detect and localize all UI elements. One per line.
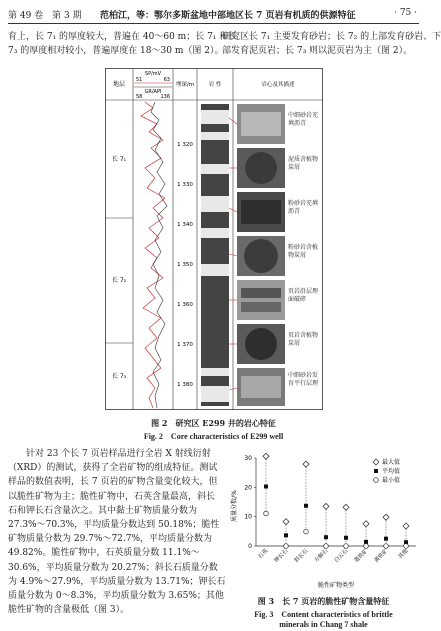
max-point xyxy=(363,521,369,527)
depth-tick: 1 370 xyxy=(177,342,193,348)
core-photo-4 xyxy=(237,236,285,276)
intro-right-line: 部发育泥页岩；长 7₃ 则以泥页岩为主（图 2）。 xyxy=(222,46,413,57)
intro-right-line: 研究区长 7₁ 主要发育砂岩；长 7₂ 的上部发育砂岩、下 xyxy=(222,32,441,42)
min-point xyxy=(344,544,349,549)
body-line: 49.82%。脆性矿物中，石英质量分数 11.1%～ xyxy=(8,548,200,559)
figure3-caption-en-1: Fig. 3 Content characteristics of brittle xyxy=(254,610,393,619)
y-tick-label: 0 xyxy=(248,543,252,550)
core-desc-7: 中细砂岩发育平行层理 xyxy=(288,372,319,387)
layer-chang7-3: 长 7₃ xyxy=(111,373,127,380)
core-photo-7 xyxy=(237,368,285,406)
body-line: 以脆性矿物为主；脆性矿物中，石英含量最高，斜长 xyxy=(8,491,216,502)
min-point xyxy=(284,544,289,549)
intro-left-line: 7₃ 的厚度相对较小，普遍厚度在 18～30 m（图 2）。 xyxy=(8,46,224,57)
mean-point xyxy=(264,485,268,489)
mean-point xyxy=(344,536,348,540)
figure2-panel xyxy=(105,68,323,410)
legend-min-marker xyxy=(374,478,379,483)
legend-max-label: 最大值 xyxy=(382,459,401,466)
depth-tick: 1 380 xyxy=(177,382,193,388)
body-line: 质量分数为 0～8.3%，平均质量分数为 3.65%；其他 xyxy=(8,591,224,602)
body-paragraph xyxy=(8,447,226,617)
y-tick-label: 20 xyxy=(244,484,252,492)
body-line: 为 4.9%～27.9%，平均质量分数为 13.71%；钾长石 xyxy=(8,576,226,587)
max-point xyxy=(343,504,349,510)
y-tick-label: 30 xyxy=(244,455,252,462)
running-volume: 第 49 卷 第 3 期 xyxy=(8,11,82,21)
mean-point xyxy=(284,533,288,537)
x-category-label: 白云石 xyxy=(333,548,350,565)
x-category-label: 菱铁矿 xyxy=(353,548,370,565)
depth-tick: 1 360 xyxy=(177,302,193,308)
col-gr-min: 58 xyxy=(136,94,143,100)
x-category-label: 方解石 xyxy=(313,548,330,565)
col-gr-max: 136 xyxy=(160,94,170,100)
depth-tick: 1 330 xyxy=(177,182,193,188)
figure3-caption-en-2: minerals in Chang 7 shale xyxy=(279,620,368,629)
min-point xyxy=(404,544,409,549)
core-desc-3: 粉砂岩充填沥青 xyxy=(288,200,319,215)
max-point xyxy=(383,514,389,520)
min-point xyxy=(304,529,309,534)
intro-left xyxy=(8,30,238,58)
page-number: · 75 · xyxy=(394,8,417,18)
depth-tick: 1 350 xyxy=(177,262,193,268)
body-line: （XRD）的测试，获得了全岩矿物的组成特征。测试 xyxy=(8,463,218,474)
running-title: 范柏江，等：鄂尔多斯盆地中部地区长 7 页岩有机质的供源特征 xyxy=(100,11,356,21)
col-sp-min: 51 xyxy=(136,77,143,83)
min-point xyxy=(384,544,389,549)
x-axis-label: 脆性矿物类型 xyxy=(317,582,355,589)
body-line: 矿物质量分数为 29.7%～72.7%，平均质量分数为 xyxy=(8,534,213,545)
col-sp-unit: SP/mV xyxy=(144,71,162,77)
legend-min-label: 最小值 xyxy=(382,477,401,484)
brittle-mineral-chart xyxy=(226,450,421,590)
legend-max-marker xyxy=(373,459,379,465)
max-point xyxy=(323,503,329,509)
legend-mean-marker xyxy=(374,469,378,473)
col-gr-unit: GR/API xyxy=(144,89,162,95)
col-sp-max: 63 xyxy=(163,77,170,83)
depth-tick: 1 320 xyxy=(177,142,193,148)
col-depth-header: 埋深/m xyxy=(175,82,195,88)
body-line: 样品的数值表明，长 7 页岩的矿物含量变化较大，但 xyxy=(8,477,218,488)
body-line: 针对 23 个长 7 页岩样品进行全岩 X 射线衍射 xyxy=(8,449,211,459)
core-photo-1 xyxy=(237,104,285,144)
min-point xyxy=(324,544,329,549)
core-photo-2 xyxy=(237,148,285,188)
min-point xyxy=(264,511,269,516)
col-lithology-header: 岩 性 xyxy=(208,82,222,88)
min-point xyxy=(364,544,369,549)
max-point xyxy=(403,523,409,529)
y-axis-label: 质量分数/% xyxy=(231,490,238,522)
figure3-chart xyxy=(226,450,421,590)
core-desc-6: 页岩含植物炭屑 xyxy=(288,332,319,347)
x-category-label: 石英 xyxy=(257,548,270,561)
body-line: 30.6%，平均质量分数为 20.27%；斜长石质量分数 xyxy=(8,562,218,573)
core-photo-6 xyxy=(237,324,285,364)
max-point xyxy=(283,519,289,525)
mean-point xyxy=(364,540,368,544)
mean-point xyxy=(384,537,388,541)
x-category-label: 斜长石 xyxy=(293,548,310,565)
core-desc-2: 泥质含植物炭屑 xyxy=(288,156,319,171)
x-category-label: 钾长石 xyxy=(273,548,290,565)
mean-point xyxy=(324,535,328,539)
figure3-caption-cn: 图 3 长 7 页岩的脆性矿物含量特征 xyxy=(257,596,390,606)
core-desc-5: 页岩沿层理面破碎 xyxy=(288,288,319,303)
figure2-caption-en: Fig. 2 Core characteristics of E299 well xyxy=(143,432,284,441)
mean-point xyxy=(304,504,308,508)
max-point xyxy=(303,461,309,467)
depth-tick: 1 340 xyxy=(177,222,193,228)
body-line: 石和钾长石含量次之。其中黏土矿物质量分数为 xyxy=(8,505,198,516)
x-category-label: 其他 xyxy=(397,548,410,561)
core-photo-5 xyxy=(237,280,285,320)
layer-chang7-1: 长 7₁ xyxy=(111,156,127,163)
core-photo-3 xyxy=(237,192,285,232)
figure2-caption-cn: 图 2 研究区 E299 井的岩心特征 xyxy=(151,418,276,428)
body-line: 27.3%～70.3%，平均质量分数达到 50.18%；脆性 xyxy=(8,520,220,531)
x-category-label: 黄铁矿 xyxy=(373,548,390,565)
intro-left-line: 育上，长 7₁ 的厚度较大，普遍在 40～60 m；长 7₁ 和长 xyxy=(8,32,238,42)
col-layer-header: 地层 xyxy=(112,81,126,88)
core-desc-4: 粉砂岩含植物炭屑 xyxy=(288,244,319,259)
legend-mean-label: 平均值 xyxy=(382,468,401,475)
header-rule xyxy=(8,23,419,24)
intro-right xyxy=(222,30,441,58)
core-desc-1: 中细砂岩充填沥青 xyxy=(288,112,319,127)
y-tick-label: 10 xyxy=(244,513,252,521)
col-core-header: 岩心及其描述 xyxy=(261,82,295,88)
body-line: 脆性矿物的含量极低（图 3）。 xyxy=(8,605,130,616)
max-point xyxy=(263,453,269,459)
layer-chang7-2: 长 7₂ xyxy=(111,277,127,284)
